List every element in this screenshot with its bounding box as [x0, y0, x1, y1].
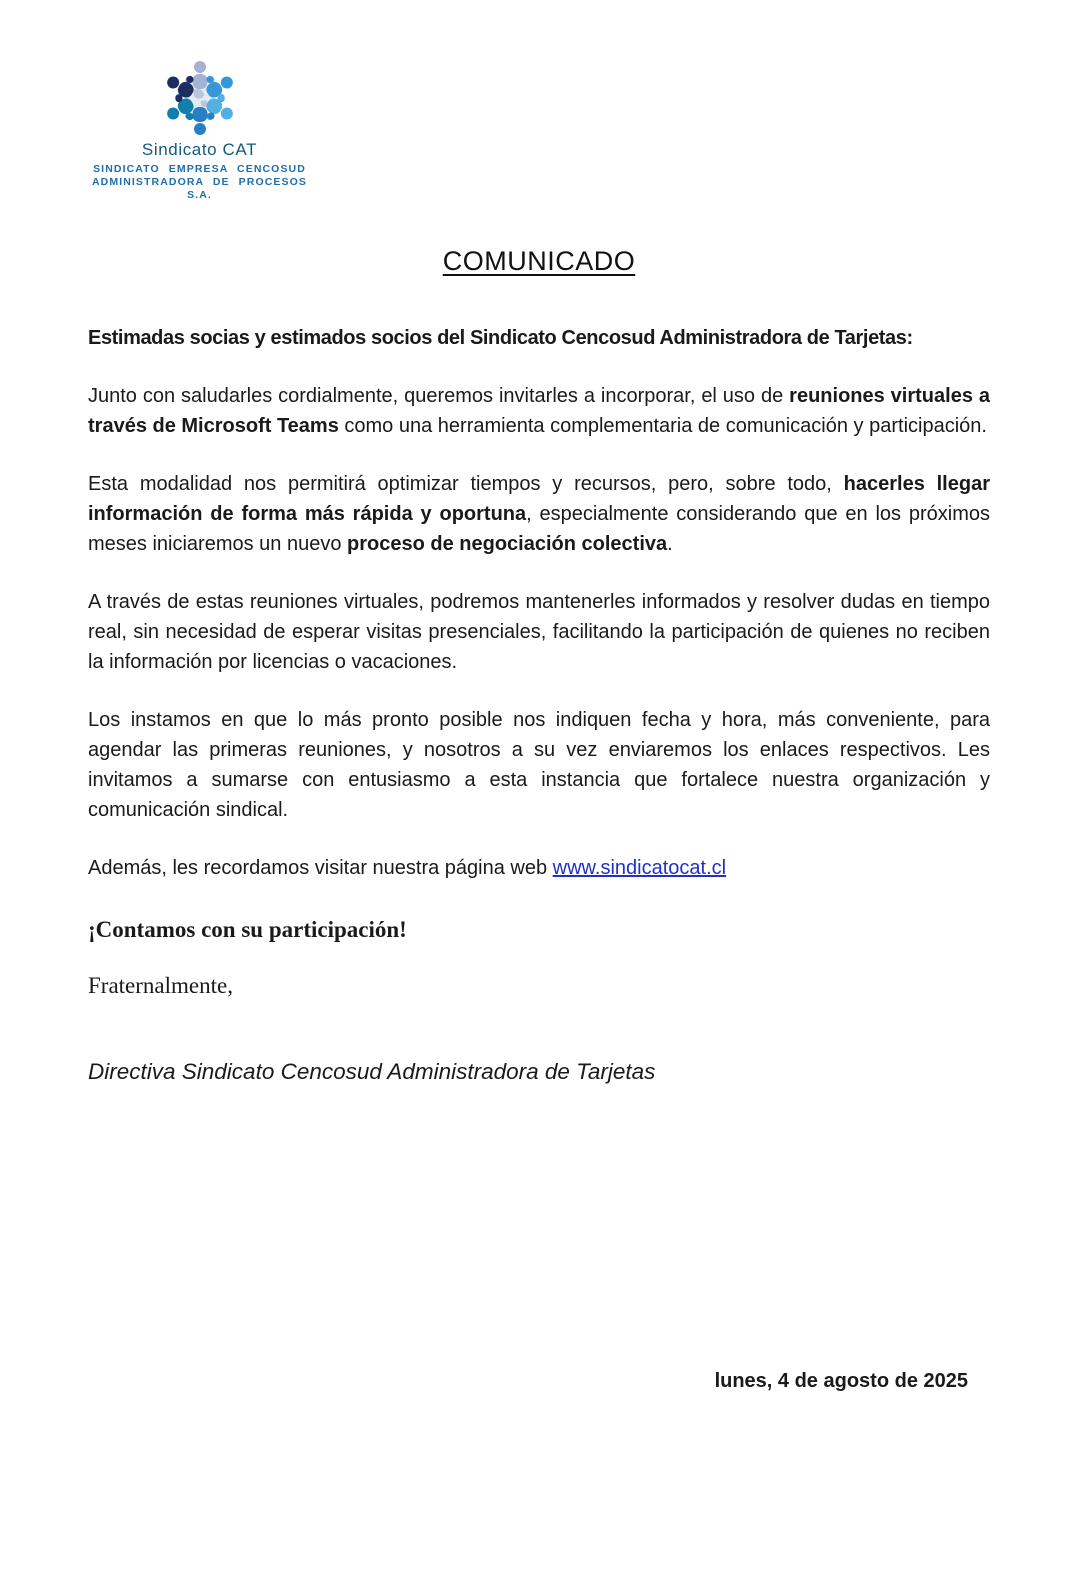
website-link[interactable]: www.sindicatocat.cl: [552, 857, 727, 879]
paragraph: [88, 587, 990, 677]
text-run: hacerles llegar información de forma más rápida y oportuna: [88, 473, 990, 525]
document-title: COMUNICADO: [442, 246, 636, 276]
logo-block: [92, 58, 307, 202]
people-circle-logo-icon: [159, 58, 241, 138]
text-run: reuniones virtuales a través de Microsoft Teams: [88, 385, 990, 437]
text-run: Además, les recordamos visitar nuestra página web: [88, 857, 553, 879]
paragraph: [88, 705, 990, 825]
text-run: Esta modalidad nos permitirá optimizar tiempos y recursos, pero, sobre todo,: [88, 473, 844, 495]
paragraph: [88, 381, 990, 441]
logo-subtitle-line2: ADMINISTRADORA DE PROCESOS S.A.: [92, 176, 307, 201]
text-run: .: [667, 533, 673, 555]
document-date: lunes, 4 de agosto de 2025: [714, 1370, 968, 1392]
text-run: A través de estas reuniones virtuales, podremos mantenerles informados y resolver dudas en tiempo real, sin necesidad de esperar visitas presenciales, facilitando la participación de quienes no reciben la información por licencias o vacaciones.: [88, 591, 990, 673]
text-run: Junto con saludarles cordialmente, queremos invitarles a incorporar, el uso de: [88, 385, 790, 407]
paragraph: [88, 323, 990, 353]
signature-line: Directiva Sindicato Cencosud Administradora de Tarjetas: [88, 1059, 656, 1084]
paragraph: [88, 469, 990, 559]
text-run: Estimadas socias y estimados socios del Sindicato Cencosud Administradora de Tarjetas:: [88, 327, 913, 349]
document-body: [88, 323, 990, 883]
farewell-line: Fraternalmente,: [88, 973, 233, 998]
text-run: , especialmente considerando que en los próximos meses iniciaremos un nuevo: [88, 503, 990, 555]
text-run: Los instamos en que lo más pronto posible nos indiquen fecha y hora, más conveniente, para agendar las primeras reuniones, y nosotros a su vez enviaremos los enlaces respectivos. Les invitamos a sumarse con entusiasmo a esta instancia que fortalece nuestra organización y comunicación sindical.: [88, 709, 990, 821]
logo-subtitle-line1: SINDICATO EMPRESA CENCOSUD: [93, 163, 306, 175]
logo-name: Sindicato CAT: [141, 140, 258, 159]
paragraph: [88, 853, 990, 883]
text-run: como una herramienta complementaria de comunicación y participación.: [338, 415, 987, 437]
exclamation-line: ¡Contamos con su participación!: [88, 917, 407, 942]
text-run: proceso de negociación colectiva: [347, 533, 668, 555]
